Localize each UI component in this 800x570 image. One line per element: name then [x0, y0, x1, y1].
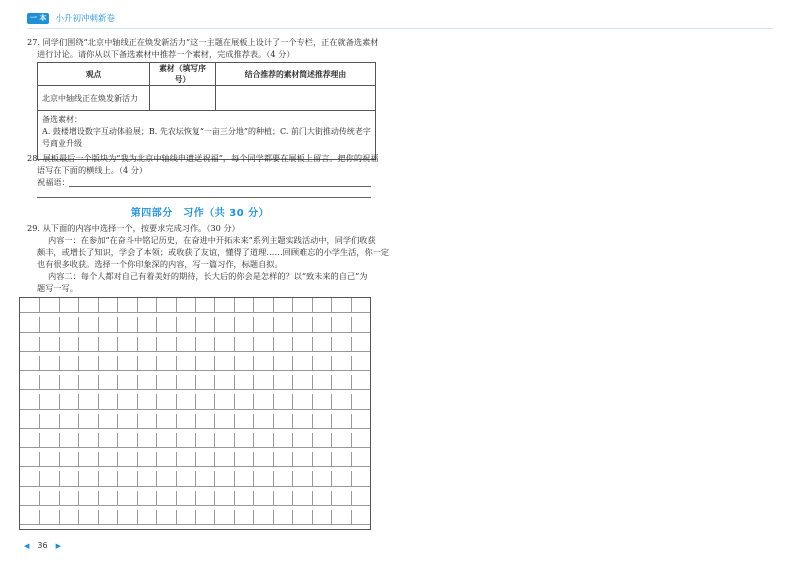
grid-cell-divider	[117, 356, 118, 370]
reason-answer-cell[interactable]	[216, 86, 376, 111]
grid-cell-divider	[39, 510, 40, 524]
grid-cell-divider	[351, 394, 352, 408]
materials-line2: 号商业升级	[42, 139, 82, 148]
header-divider	[27, 28, 773, 29]
grid-cell-divider	[156, 375, 157, 389]
q29-content2-line1: 内容二：每个人都对自己有着美好的期待，长大后的你会是怎样的？以“致未来的自己”为	[48, 271, 368, 281]
grid-cell-divider	[176, 491, 177, 505]
header-view: 观点	[38, 63, 150, 86]
grid-cell-divider	[98, 414, 99, 428]
grid-cell-divider	[351, 491, 352, 505]
book-badge: 一 本	[27, 13, 49, 24]
grid-cell-divider	[214, 471, 215, 485]
grid-cell-divider	[176, 375, 177, 389]
triangle-left-icon: ◀	[24, 541, 30, 550]
grid-cell-divider	[292, 317, 293, 331]
q29-content2-line2: 题写一写。	[37, 283, 78, 293]
grid-cell-divider	[98, 394, 99, 408]
grid-cell-divider	[137, 471, 138, 485]
grid-cell-divider	[331, 394, 332, 408]
grid-cell-divider	[156, 471, 157, 485]
triangle-right-icon: ▶	[55, 541, 61, 550]
grid-cell-divider	[78, 433, 79, 447]
grid-cell-divider	[234, 414, 235, 428]
grid-cell-divider	[59, 491, 60, 505]
grid-cell-divider	[39, 414, 40, 428]
grid-cell-divider	[176, 298, 177, 312]
grid-cell-divider	[292, 452, 293, 466]
grid-cell-divider	[195, 375, 196, 389]
grid-cell-divider	[273, 452, 274, 466]
grid-cell-divider	[59, 394, 60, 408]
grid-cell-divider	[39, 375, 40, 389]
grid-cell-divider	[253, 337, 254, 351]
grid-cell-divider	[156, 414, 157, 428]
grid-cell-divider	[234, 491, 235, 505]
grid-cell-divider	[273, 375, 274, 389]
materials-label: 备选素材：	[42, 115, 82, 124]
grid-row	[20, 356, 370, 375]
grid-cell-divider	[351, 317, 352, 331]
grid-cell-divider	[351, 471, 352, 485]
header-reason: 结合推荐的素材简述推荐理由	[216, 63, 376, 86]
grid-cell-divider	[176, 414, 177, 428]
grid-cell-divider	[195, 433, 196, 447]
grid-cell-divider	[292, 298, 293, 312]
grid-cell-divider	[273, 491, 274, 505]
grid-cell-divider	[292, 510, 293, 524]
grid-cell-divider	[98, 298, 99, 312]
grid-cell-divider	[137, 298, 138, 312]
grid-cell-divider	[312, 433, 313, 447]
grid-cell-divider	[78, 452, 79, 466]
grid-cell-divider	[195, 317, 196, 331]
grid-cell-divider	[234, 337, 235, 351]
grid-cell-divider	[117, 433, 118, 447]
grid-cell-divider	[331, 356, 332, 370]
grid-cell-divider	[273, 394, 274, 408]
grid-cell-divider	[156, 317, 157, 331]
grid-cell-divider	[292, 375, 293, 389]
grid-cell-divider	[78, 298, 79, 312]
grid-cell-divider	[253, 433, 254, 447]
grid-cell-divider	[253, 317, 254, 331]
grid-cell-divider	[39, 433, 40, 447]
blessing-answer-line-1[interactable]	[69, 186, 371, 187]
grid-cell-divider	[98, 491, 99, 505]
grid-cell-divider	[137, 356, 138, 370]
grid-cell-divider	[98, 356, 99, 370]
grid-cell-divider	[78, 491, 79, 505]
grid-cell-divider	[156, 337, 157, 351]
grid-cell-divider	[59, 375, 60, 389]
material-answer-cell[interactable]	[150, 86, 216, 111]
grid-cell-divider	[137, 510, 138, 524]
grid-cell-divider	[331, 375, 332, 389]
page-header	[27, 10, 115, 26]
grid-cell-divider	[59, 298, 60, 312]
blessing-answer-line-2[interactable]	[37, 197, 371, 198]
grid-cell-divider	[117, 491, 118, 505]
grid-cell-divider	[59, 337, 60, 351]
grid-cell-divider	[39, 298, 40, 312]
grid-cell-divider	[137, 452, 138, 466]
grid-cell-divider	[98, 510, 99, 524]
grid-cell-divider	[78, 471, 79, 485]
grid-cell-divider	[59, 510, 60, 524]
table-answer-row	[38, 86, 376, 111]
grid-cell-divider	[351, 356, 352, 370]
grid-cell-divider	[214, 337, 215, 351]
grid-row	[20, 317, 370, 336]
grid-cell-divider	[351, 375, 352, 389]
grid-cell-divider	[214, 433, 215, 447]
grid-cell-divider	[39, 317, 40, 331]
grid-row	[20, 491, 370, 510]
grid-cell-divider	[137, 337, 138, 351]
grid-cell-divider	[78, 337, 79, 351]
grid-cell-divider	[312, 375, 313, 389]
grid-cell-divider	[98, 375, 99, 389]
q29-content1-line2: 颇丰，或增长了知识，学会了本领；或收获了友谊，懂得了道理……回顾难忘的小学生活，你一定	[37, 247, 390, 257]
composition-grid[interactable]	[19, 297, 371, 530]
grid-cell-divider	[98, 471, 99, 485]
grid-cell-divider	[312, 317, 313, 331]
grid-cell-divider	[78, 510, 79, 524]
grid-cell-divider	[253, 298, 254, 312]
grid-cell-divider	[331, 414, 332, 428]
grid-cell-divider	[176, 452, 177, 466]
grid-cell-divider	[273, 337, 274, 351]
grid-cell-divider	[137, 491, 138, 505]
grid-cell-divider	[214, 394, 215, 408]
materials-line1: A. 鼓楼增设数字互动体验展；B. 先农坛恢复“一亩三分地”的种植；C. 前门大街推动传统老字	[42, 127, 371, 136]
grid-cell-divider	[214, 298, 215, 312]
grid-cell-divider	[59, 317, 60, 331]
grid-cell-divider	[137, 394, 138, 408]
grid-cell-divider	[195, 510, 196, 524]
q29-content1-line1: 内容一：在参加“在奋斗中铭记历史，在奋进中开拓未来”系列主题实践活动中，同学们收获	[48, 235, 376, 245]
grid-cell-divider	[137, 414, 138, 428]
book-title: 小升初冲刺新卷	[55, 14, 115, 24]
grid-row	[20, 394, 370, 413]
grid-row	[20, 452, 370, 471]
grid-cell-divider	[292, 491, 293, 505]
grid-cell-divider	[331, 317, 332, 331]
grid-cell-divider	[195, 491, 196, 505]
grid-cell-divider	[292, 394, 293, 408]
grid-cell-divider	[98, 452, 99, 466]
grid-cell-divider	[156, 433, 157, 447]
grid-cell-divider	[312, 471, 313, 485]
grid-cell-divider	[176, 471, 177, 485]
grid-cell-divider	[253, 491, 254, 505]
grid-cell-divider	[253, 394, 254, 408]
grid-cell-divider	[176, 356, 177, 370]
q29-line1: 29. 从下面的内容中选择一个，按要求完成习作。（30 分）	[27, 223, 240, 233]
grid-cell-divider	[117, 317, 118, 331]
view-cell: 北京中轴线正在焕发新活力	[38, 86, 150, 111]
q27-line1: 27. 同学们围绕“北京中轴线正在焕发新活力”这一主题在展板上设计了一个专栏，正在就备选素材	[27, 37, 379, 47]
grid-cell-divider	[292, 337, 293, 351]
grid-cell-divider	[117, 471, 118, 485]
grid-cell-divider	[195, 394, 196, 408]
grid-cell-divider	[39, 471, 40, 485]
grid-cell-divider	[117, 375, 118, 389]
grid-cell-divider	[59, 433, 60, 447]
grid-row	[20, 414, 370, 433]
grid-row	[20, 375, 370, 394]
grid-cell-divider	[292, 414, 293, 428]
grid-row	[20, 510, 370, 529]
grid-cell-divider	[195, 337, 196, 351]
grid-cell-divider	[98, 317, 99, 331]
grid-cell-divider	[137, 433, 138, 447]
grid-cell-divider	[39, 356, 40, 370]
grid-cell-divider	[214, 317, 215, 331]
grid-cell-divider	[234, 356, 235, 370]
grid-cell-divider	[351, 452, 352, 466]
grid-cell-divider	[292, 471, 293, 485]
grid-cell-divider	[312, 491, 313, 505]
grid-cell-divider	[273, 471, 274, 485]
page-footer	[24, 541, 61, 550]
grid-cell-divider	[312, 394, 313, 408]
grid-cell-divider	[39, 394, 40, 408]
grid-cell-divider	[156, 491, 157, 505]
grid-cell-divider	[331, 452, 332, 466]
grid-cell-divider	[137, 317, 138, 331]
grid-cell-divider	[331, 471, 332, 485]
grid-cell-divider	[331, 298, 332, 312]
grid-cell-divider	[214, 452, 215, 466]
grid-row-gap	[20, 524, 370, 529]
grid-cell-divider	[253, 375, 254, 389]
grid-cell-divider	[176, 317, 177, 331]
q28-line2: 语写在下面的横线上。（4 分）	[37, 165, 148, 175]
grid-cell-divider	[195, 298, 196, 312]
grid-cell-divider	[312, 298, 313, 312]
grid-cell-divider	[331, 510, 332, 524]
grid-row	[20, 471, 370, 490]
grid-cell-divider	[331, 491, 332, 505]
grid-cell-divider	[195, 471, 196, 485]
grid-cell-divider	[234, 433, 235, 447]
grid-cell-divider	[176, 337, 177, 351]
grid-row	[20, 298, 370, 317]
grid-cell-divider	[292, 356, 293, 370]
grid-cell-divider	[234, 452, 235, 466]
grid-cell-divider	[312, 414, 313, 428]
grid-cell-divider	[156, 510, 157, 524]
grid-cell-divider	[292, 433, 293, 447]
q27-line2: 进行讨论。请你从以下备选素材中推荐一个素材，完成推荐表。（4 分）	[37, 49, 295, 59]
grid-cell-divider	[273, 298, 274, 312]
grid-cell-divider	[195, 356, 196, 370]
grid-cell-divider	[117, 298, 118, 312]
grid-cell-divider	[156, 298, 157, 312]
grid-cell-divider	[234, 375, 235, 389]
grid-cell-divider	[78, 317, 79, 331]
grid-cell-divider	[78, 375, 79, 389]
grid-cell-divider	[156, 394, 157, 408]
grid-cell-divider	[214, 356, 215, 370]
grid-cell-divider	[234, 298, 235, 312]
grid-cell-divider	[253, 356, 254, 370]
grid-cell-divider	[273, 317, 274, 331]
grid-cell-divider	[117, 452, 118, 466]
grid-cell-divider	[234, 317, 235, 331]
grid-cell-divider	[234, 471, 235, 485]
grid-cell-divider	[117, 394, 118, 408]
grid-cell-divider	[351, 298, 352, 312]
grid-cell-divider	[253, 471, 254, 485]
grid-cell-divider	[117, 510, 118, 524]
grid-cell-divider	[273, 414, 274, 428]
grid-cell-divider	[59, 471, 60, 485]
grid-cell-divider	[214, 510, 215, 524]
q28-line1: 28. 展板最后一个版块为“我为北京中轴线申遗送祝福”，每个同学都要在展板上留言。把你的祝福	[27, 153, 379, 163]
grid-cell-divider	[78, 414, 79, 428]
page-number: 36	[37, 541, 48, 550]
blessing-label: 祝福语：	[37, 177, 70, 187]
grid-cell-divider	[312, 452, 313, 466]
grid-cell-divider	[156, 452, 157, 466]
grid-cell-divider	[176, 510, 177, 524]
grid-cell-divider	[137, 375, 138, 389]
grid-cell-divider	[312, 510, 313, 524]
grid-cell-divider	[351, 433, 352, 447]
grid-cell-divider	[312, 356, 313, 370]
grid-cell-divider	[59, 356, 60, 370]
grid-cell-divider	[214, 414, 215, 428]
grid-cell-divider	[351, 337, 352, 351]
grid-cell-divider	[351, 414, 352, 428]
grid-cell-divider	[78, 356, 79, 370]
grid-cell-divider	[117, 337, 118, 351]
grid-cell-divider	[195, 414, 196, 428]
grid-cell-divider	[253, 452, 254, 466]
q29-content1-line3: 也有很多收获。选择一个你印象深的内容，写一篇习作，标题自拟。	[37, 259, 283, 269]
grid-cell-divider	[312, 337, 313, 351]
grid-cell-divider	[273, 510, 274, 524]
grid-cell-divider	[59, 452, 60, 466]
grid-cell-divider	[78, 394, 79, 408]
grid-cell-divider	[176, 394, 177, 408]
grid-cell-divider	[39, 452, 40, 466]
section-title: 第四部分 习作（共 30 分）	[130, 208, 270, 219]
grid-cell-divider	[214, 491, 215, 505]
grid-row	[20, 433, 370, 452]
recommendation-table	[37, 62, 376, 160]
grid-cell-divider	[117, 414, 118, 428]
grid-cell-divider	[234, 510, 235, 524]
grid-row	[20, 337, 370, 356]
grid-cell-divider	[156, 356, 157, 370]
grid-cell-divider	[273, 433, 274, 447]
header-material: 素材（填写序号）	[150, 63, 216, 86]
grid-cell-divider	[98, 433, 99, 447]
grid-cell-divider	[253, 414, 254, 428]
grid-cell-divider	[39, 337, 40, 351]
grid-cell-divider	[234, 394, 235, 408]
grid-cell-divider	[331, 337, 332, 351]
grid-cell-divider	[253, 510, 254, 524]
grid-cell-divider	[195, 452, 196, 466]
grid-cell-divider	[331, 433, 332, 447]
grid-cell-divider	[273, 356, 274, 370]
grid-cell-divider	[59, 414, 60, 428]
grid-cell-divider	[214, 375, 215, 389]
grid-cell-divider	[98, 337, 99, 351]
grid-cell-divider	[351, 510, 352, 524]
table-header-row	[38, 63, 376, 86]
grid-cell-divider	[176, 433, 177, 447]
grid-cell-divider	[39, 491, 40, 505]
